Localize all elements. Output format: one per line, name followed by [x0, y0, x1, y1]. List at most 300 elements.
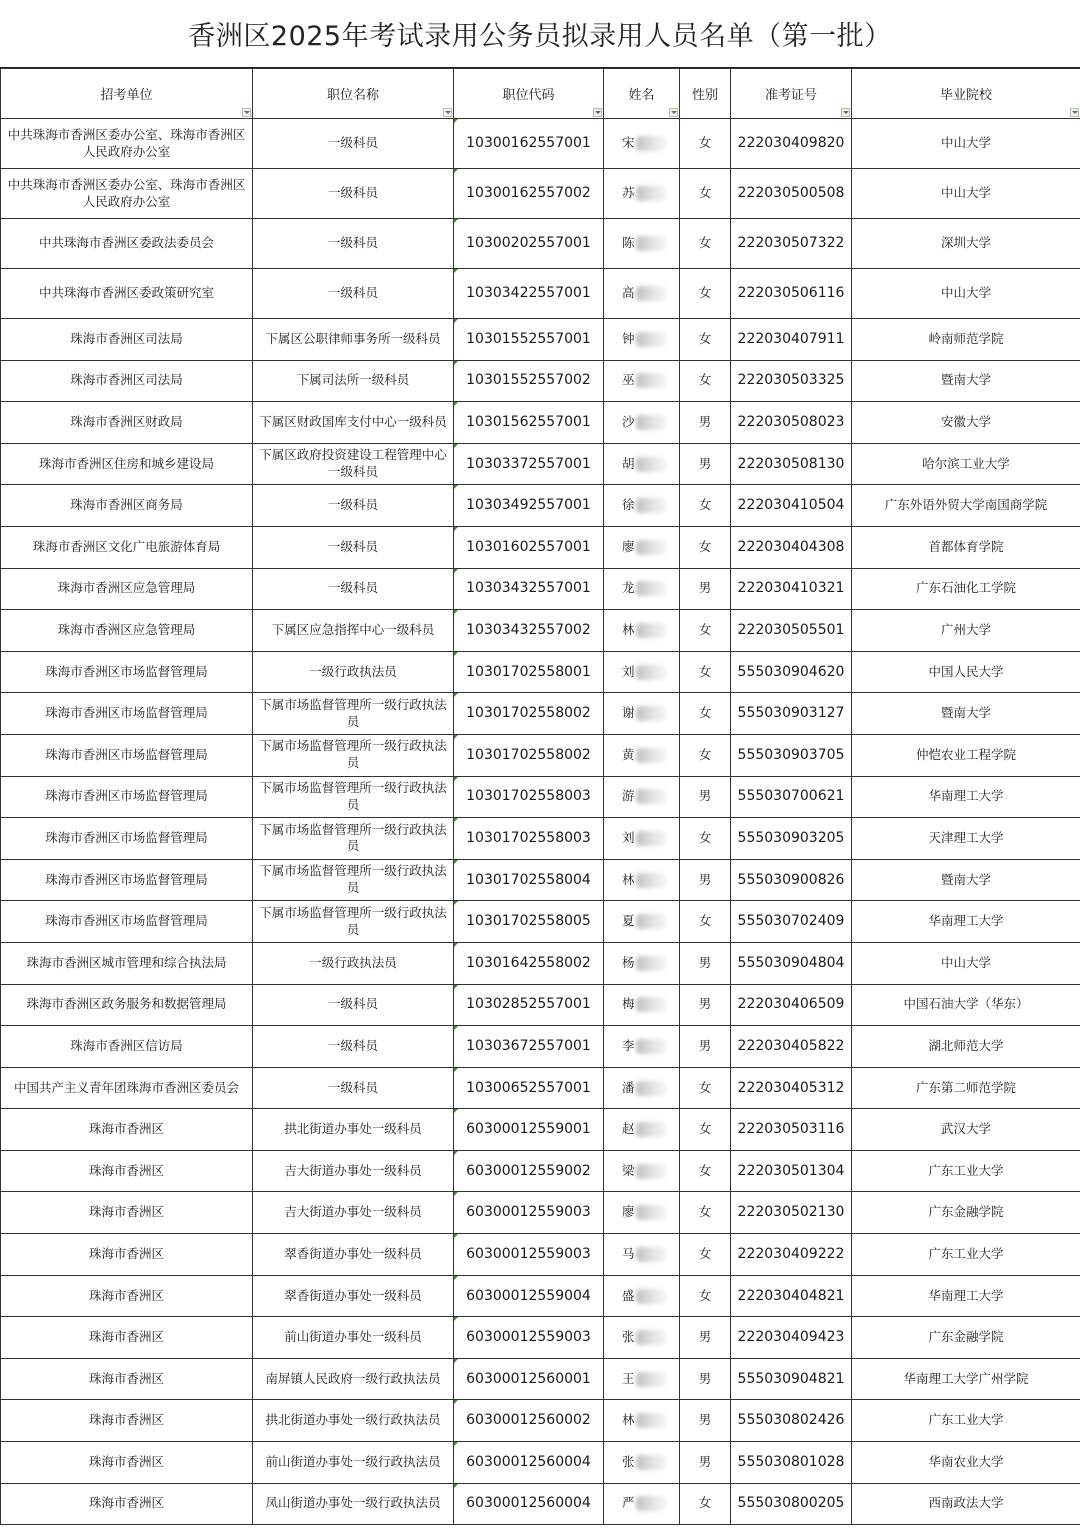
cell-gender[interactable]: 男	[680, 859, 731, 901]
cell-school[interactable]: 中山大学	[852, 119, 1080, 169]
table-row	[1, 1317, 1080, 1359]
cell-ticket[interactable]: 555030700621	[731, 776, 852, 818]
header-gender: 性别	[680, 69, 731, 119]
cell-ticket[interactable]: 222030502130	[731, 1192, 852, 1234]
redacted-name-blur	[636, 1496, 666, 1511]
cell-ticket[interactable]: 222030503116	[731, 1109, 852, 1151]
table-row	[1, 693, 1080, 735]
cell-ticket[interactable]: 555030904821	[731, 1358, 852, 1400]
cell-unit[interactable]: 珠海市香洲区市场监督管理局	[1, 776, 253, 818]
redacted-name-blur	[636, 1247, 666, 1262]
cell-school[interactable]: 广东外语外贸大学南国商学院	[852, 485, 1080, 527]
surname-text: 严	[622, 1495, 635, 1511]
cell-ticket[interactable]: 222030405312	[731, 1067, 852, 1109]
cell-gender[interactable]: 男	[680, 402, 731, 444]
cell-code[interactable]: 60300012559002	[454, 1150, 604, 1192]
cell-school[interactable]: 广东第二师范学院	[852, 1067, 1080, 1109]
cell-gender[interactable]: 女	[680, 269, 731, 319]
cell-gender[interactable]: 女	[680, 734, 731, 776]
cell-school[interactable]: 华南农业大学	[852, 1442, 1080, 1484]
cell-ticket[interactable]: 222030508023	[731, 402, 852, 444]
cell-gender[interactable]: 女	[680, 1192, 731, 1234]
cell-code[interactable]: 10301702558003	[454, 818, 604, 860]
cell-position[interactable]: 前山街道办事处一级科员	[253, 1317, 454, 1359]
surname-text: 苏	[622, 185, 635, 201]
cell-name[interactable]	[604, 693, 680, 735]
cell-name[interactable]	[604, 485, 680, 527]
cell-school[interactable]: 仲恺农业工程学院	[852, 734, 1080, 776]
cell-ticket[interactable]: 555030900826	[731, 859, 852, 901]
surname-text: 马	[622, 1245, 635, 1261]
cell-name[interactable]	[604, 651, 680, 693]
table-row	[1, 402, 1080, 444]
cell-ticket[interactable]: 555030903205	[731, 818, 852, 860]
cell-name[interactable]	[604, 1150, 680, 1192]
table-row	[1, 1234, 1080, 1276]
redacted-name-blur	[636, 831, 666, 846]
cell-unit[interactable]: 珠海市香洲区文化广电旅游体育局	[1, 526, 253, 568]
cell-code[interactable]: 10301702558002	[454, 693, 604, 735]
cell-unit[interactable]: 珠海市香洲区	[1, 1192, 253, 1234]
cell-unit[interactable]: 珠海市香洲区住房和城乡建设局	[1, 443, 253, 485]
cell-unit[interactable]: 珠海市香洲区市场监督管理局	[1, 734, 253, 776]
cell-ticket[interactable]: 222030500508	[731, 169, 852, 219]
table-row	[1, 443, 1080, 485]
cell-gender[interactable]: 女	[680, 1150, 731, 1192]
cell-ticket[interactable]: 222030508130	[731, 443, 852, 485]
cell-position[interactable]: 南屏镇人民政府一级行政执法员	[253, 1358, 454, 1400]
cell-ticket[interactable]: 555030904620	[731, 651, 852, 693]
cell-school[interactable]: 广州大学	[852, 610, 1080, 652]
cell-name[interactable]	[604, 901, 680, 943]
cell-ticket[interactable]: 222030507322	[731, 219, 852, 269]
cell-code[interactable]: 10303422557001	[454, 269, 604, 319]
cell-unit[interactable]: 珠海市香洲区市场监督管理局	[1, 651, 253, 693]
cell-gender[interactable]: 男	[680, 984, 731, 1026]
table-row	[1, 269, 1080, 319]
cell-unit[interactable]: 中共珠海市香洲区委政策研究室	[1, 269, 253, 319]
cell-school[interactable]: 暨南大学	[852, 859, 1080, 901]
redacted-name-blur	[636, 1164, 666, 1179]
cell-ticket[interactable]: 222030505501	[731, 610, 852, 652]
cell-unit[interactable]: 珠海市香洲区	[1, 1109, 253, 1151]
cell-gender[interactable]: 女	[680, 610, 731, 652]
cell-unit[interactable]: 珠海市香洲区应急管理局	[1, 610, 253, 652]
cell-gender[interactable]: 女	[680, 526, 731, 568]
cell-code[interactable]: 10301702558005	[454, 901, 604, 943]
cell-unit[interactable]: 珠海市香洲区司法局	[1, 319, 253, 361]
filter-dropdown-icon[interactable]	[1070, 108, 1079, 117]
surname-text: 胡	[622, 455, 635, 471]
cell-position[interactable]: 下属市场监督管理所一级行政执法员	[253, 901, 454, 943]
cell-name[interactable]	[604, 169, 680, 219]
cell-ticket[interactable]: 222030404821	[731, 1275, 852, 1317]
cell-ticket[interactable]: 222030409222	[731, 1234, 852, 1276]
redacted-name-blur	[636, 1455, 666, 1470]
cell-school[interactable]: 广东工业大学	[852, 1234, 1080, 1276]
cell-ticket[interactable]: 222030405822	[731, 1026, 852, 1068]
cell-unit[interactable]: 珠海市香洲区财政局	[1, 402, 253, 444]
cell-name[interactable]	[604, 568, 680, 610]
cell-school[interactable]: 华南理工大学广州学院	[852, 1358, 1080, 1400]
cell-code[interactable]: 10301702558003	[454, 776, 604, 818]
cell-name[interactable]	[604, 1067, 680, 1109]
surname-text: 林	[622, 1412, 635, 1428]
filter-dropdown-icon[interactable]	[242, 108, 251, 117]
cell-ticket[interactable]: 222030503325	[731, 360, 852, 402]
table-row	[1, 119, 1080, 169]
cell-school[interactable]: 中山大学	[852, 169, 1080, 219]
redacted-name-blur	[636, 186, 666, 201]
table-body	[1, 119, 1080, 1525]
surname-text: 林	[622, 622, 635, 638]
cell-code[interactable]: 10301702558001	[454, 651, 604, 693]
surname-text: 陈	[622, 235, 635, 251]
cell-ticket[interactable]: 222030506116	[731, 269, 852, 319]
cell-gender[interactable]: 女	[680, 485, 731, 527]
cell-school[interactable]: 中国人民大学	[852, 651, 1080, 693]
cell-school[interactable]: 深圳大学	[852, 219, 1080, 269]
cell-unit[interactable]: 珠海市香洲区	[1, 1275, 253, 1317]
surname-text: 夏	[622, 913, 635, 929]
cell-school[interactable]: 湖北师范大学	[852, 1026, 1080, 1068]
cell-unit[interactable]: 珠海市香洲区	[1, 1150, 253, 1192]
cell-gender[interactable]: 女	[680, 319, 731, 361]
cell-ticket[interactable]: 222030407911	[731, 319, 852, 361]
cell-school[interactable]: 广东金融学院	[852, 1192, 1080, 1234]
cell-position[interactable]: 下属区应急指挥中心一级科员	[253, 610, 454, 652]
cell-gender[interactable]: 女	[680, 901, 731, 943]
cell-ticket[interactable]: 222030409820	[731, 119, 852, 169]
table-row	[1, 169, 1080, 219]
filter-dropdown-icon[interactable]	[669, 108, 678, 117]
cell-position[interactable]: 拱北街道办事处一级行政执法员	[253, 1400, 454, 1442]
filter-dropdown-icon[interactable]	[443, 108, 452, 117]
cell-unit[interactable]: 珠海市香洲区应急管理局	[1, 568, 253, 610]
cell-school[interactable]: 中山大学	[852, 269, 1080, 319]
cell-unit[interactable]: 珠海市香洲区市场监督管理局	[1, 859, 253, 901]
cell-position[interactable]: 翠香街道办事处一级科员	[253, 1275, 454, 1317]
cell-name[interactable]	[604, 1483, 680, 1525]
cell-unit[interactable]: 珠海市香洲区市场监督管理局	[1, 693, 253, 735]
cell-ticket[interactable]: 555030800205	[731, 1483, 852, 1525]
cell-code[interactable]: 10302852557001	[454, 984, 604, 1026]
cell-gender[interactable]: 男	[680, 568, 731, 610]
table-row	[1, 610, 1080, 652]
cell-gender[interactable]: 女	[680, 1234, 731, 1276]
surname-text: 梁	[622, 1162, 635, 1178]
cell-unit[interactable]: 珠海市香洲区	[1, 1358, 253, 1400]
cell-unit[interactable]: 珠海市香洲区政务服务和数据管理局	[1, 984, 253, 1026]
cell-gender[interactable]: 女	[680, 1067, 731, 1109]
cell-name[interactable]	[604, 1400, 680, 1442]
cell-gender[interactable]: 女	[680, 1275, 731, 1317]
redacted-name-blur	[636, 373, 666, 388]
cell-code[interactable]: 60300012560001	[454, 1358, 604, 1400]
table-row	[1, 1109, 1080, 1151]
cell-gender[interactable]: 女	[680, 169, 731, 219]
cell-ticket[interactable]: 555030903127	[731, 693, 852, 735]
cell-position[interactable]: 前山街道办事处一级行政执法员	[253, 1442, 454, 1484]
cell-name[interactable]	[604, 1234, 680, 1276]
table-row	[1, 568, 1080, 610]
cell-position[interactable]: 一级科员	[253, 1026, 454, 1068]
cell-code[interactable]: 60300012560004	[454, 1442, 604, 1484]
header-position: 职位名称	[253, 69, 454, 119]
surname-text: 杨	[622, 954, 635, 970]
cell-school[interactable]: 哈尔滨工业大学	[852, 443, 1080, 485]
filter-dropdown-icon[interactable]	[841, 108, 850, 117]
redacted-name-blur	[636, 706, 666, 721]
cell-school[interactable]: 广东金融学院	[852, 1317, 1080, 1359]
cell-ticket[interactable]: 555030802426	[731, 1400, 852, 1442]
table-row	[1, 818, 1080, 860]
cell-gender[interactable]: 男	[680, 1317, 731, 1359]
cell-school[interactable]: 暨南大学	[852, 360, 1080, 402]
cell-code[interactable]: 10301642558002	[454, 942, 604, 984]
cell-name[interactable]	[604, 1026, 680, 1068]
table-row	[1, 776, 1080, 818]
cell-school[interactable]: 岭南师范学院	[852, 319, 1080, 361]
cell-code[interactable]: 10303432557002	[454, 610, 604, 652]
cell-name[interactable]	[604, 776, 680, 818]
cell-code[interactable]: 60300012559003	[454, 1192, 604, 1234]
redacted-name-blur	[636, 748, 666, 763]
cell-ticket[interactable]: 555030904804	[731, 942, 852, 984]
cell-position[interactable]: 一级科员	[253, 568, 454, 610]
cell-gender[interactable]: 男	[680, 1358, 731, 1400]
cell-ticket[interactable]: 555030903705	[731, 734, 852, 776]
cell-school[interactable]: 华南理工大学	[852, 776, 1080, 818]
cell-code[interactable]: 60300012559003	[454, 1234, 604, 1276]
cell-unit[interactable]: 珠海市香洲区	[1, 1234, 253, 1276]
cell-code[interactable]: 10301562557001	[454, 402, 604, 444]
cell-position[interactable]: 一级行政执法员	[253, 651, 454, 693]
cell-name[interactable]	[604, 734, 680, 776]
cell-code[interactable]: 10301602557001	[454, 526, 604, 568]
cell-gender[interactable]: 男	[680, 776, 731, 818]
cell-position[interactable]: 下属市场监督管理所一级行政执法员	[253, 734, 454, 776]
cell-position[interactable]: 一级科员	[253, 219, 454, 269]
cell-unit[interactable]: 珠海市香洲区	[1, 1317, 253, 1359]
cell-unit[interactable]: 珠海市香洲区城市管理和综合执法局	[1, 942, 253, 984]
cell-school[interactable]: 武汉大学	[852, 1109, 1080, 1151]
cell-name[interactable]	[604, 1192, 680, 1234]
cell-name[interactable]	[604, 942, 680, 984]
cell-code[interactable]: 60300012559004	[454, 1275, 604, 1317]
cell-position[interactable]: 下属区财政国库支付中心一级科员	[253, 402, 454, 444]
cell-gender[interactable]: 男	[680, 1442, 731, 1484]
cell-school[interactable]: 华南理工大学	[852, 901, 1080, 943]
cell-unit[interactable]: 珠海市香洲区市场监督管理局	[1, 901, 253, 943]
surname-text: 张	[622, 1453, 635, 1469]
header-name: 姓名	[604, 69, 680, 119]
surname-text: 张	[622, 1329, 635, 1345]
cell-code[interactable]: 10301552557001	[454, 319, 604, 361]
surname-text: 谢	[622, 705, 635, 721]
cell-position[interactable]: 凤山街道办事处一级行政执法员	[253, 1483, 454, 1525]
cell-gender[interactable]: 女	[680, 693, 731, 735]
header-row	[1, 69, 1080, 119]
cell-school[interactable]: 天津理工大学	[852, 818, 1080, 860]
cell-unit[interactable]: 珠海市香洲区司法局	[1, 360, 253, 402]
cell-ticket[interactable]: 555030702409	[731, 901, 852, 943]
redacted-name-blur	[636, 997, 666, 1012]
filter-dropdown-icon[interactable]	[593, 108, 602, 117]
surname-text: 巫	[622, 372, 635, 388]
cell-name[interactable]	[604, 269, 680, 319]
cell-position[interactable]: 一级科员	[253, 526, 454, 568]
table-row	[1, 219, 1080, 269]
redacted-name-blur	[636, 581, 666, 596]
cell-code[interactable]: 10303432557001	[454, 568, 604, 610]
cell-unit[interactable]: 珠海市香洲区商务局	[1, 485, 253, 527]
surname-text: 廖	[622, 538, 635, 554]
cell-position[interactable]: 一级科员	[253, 169, 454, 219]
redacted-name-blur	[636, 1122, 666, 1137]
cell-name[interactable]	[604, 610, 680, 652]
cell-gender[interactable]: 男	[680, 1026, 731, 1068]
cell-name[interactable]	[604, 1317, 680, 1359]
cell-school[interactable]: 中山大学	[852, 942, 1080, 984]
cell-unit[interactable]: 珠海市香洲区信访局	[1, 1026, 253, 1068]
cell-name[interactable]	[604, 402, 680, 444]
cell-ticket[interactable]: 222030410321	[731, 568, 852, 610]
cell-code[interactable]: 10303372557001	[454, 443, 604, 485]
surname-text: 廖	[622, 1204, 635, 1220]
cell-unit[interactable]: 中共珠海市香洲区委办公室、珠海市香洲区人民政府办公室	[1, 119, 253, 169]
cell-code[interactable]: 10301702558004	[454, 859, 604, 901]
cell-name[interactable]	[604, 219, 680, 269]
cell-gender[interactable]: 女	[680, 1483, 731, 1525]
cell-gender[interactable]: 女	[680, 818, 731, 860]
cell-position[interactable]: 一级科员	[253, 119, 454, 169]
cell-gender[interactable]: 女	[680, 119, 731, 169]
cell-school[interactable]: 中国石油大学（华东）	[852, 984, 1080, 1026]
cell-ticket[interactable]: 222030404308	[731, 526, 852, 568]
redacted-name-blur	[636, 286, 666, 301]
cell-name[interactable]	[604, 859, 680, 901]
cell-school[interactable]: 暨南大学	[852, 693, 1080, 735]
surname-text: 赵	[622, 1121, 635, 1137]
cell-position[interactable]: 吉大街道办事处一级科员	[253, 1150, 454, 1192]
cell-position[interactable]: 拱北街道办事处一级科员	[253, 1109, 454, 1151]
cell-gender[interactable]: 男	[680, 942, 731, 984]
cell-name[interactable]	[604, 360, 680, 402]
cell-name[interactable]	[604, 1442, 680, 1484]
cell-position[interactable]: 下属市场监督管理所一级行政执法员	[253, 818, 454, 860]
cell-position[interactable]: 下属市场监督管理所一级行政执法员	[253, 776, 454, 818]
cell-code[interactable]: 60300012559003	[454, 1317, 604, 1359]
cell-position[interactable]: 一级科员	[253, 269, 454, 319]
cell-ticket[interactable]: 222030406509	[731, 984, 852, 1026]
cell-name[interactable]	[604, 119, 680, 169]
cell-code[interactable]: 10300652557001	[454, 1067, 604, 1109]
cell-code[interactable]: 10301702558002	[454, 734, 604, 776]
cell-unit[interactable]: 珠海市香洲区	[1, 1400, 253, 1442]
cell-unit[interactable]: 珠海市香洲区市场监督管理局	[1, 818, 253, 860]
redacted-name-blur	[636, 236, 666, 251]
cell-code[interactable]: 10300162557002	[454, 169, 604, 219]
cell-position[interactable]: 一级科员	[253, 984, 454, 1026]
cell-gender[interactable]: 男	[680, 443, 731, 485]
table-row	[1, 1192, 1080, 1234]
cell-code[interactable]: 10300162557001	[454, 119, 604, 169]
cell-position[interactable]: 下属区政府投资建设工程管理中心一级科员	[253, 443, 454, 485]
cell-name[interactable]	[604, 526, 680, 568]
cell-name[interactable]	[604, 818, 680, 860]
cell-school[interactable]: 安徽大学	[852, 402, 1080, 444]
cell-gender[interactable]: 男	[680, 1400, 731, 1442]
cell-position[interactable]: 下属司法所一级科员	[253, 360, 454, 402]
cell-gender[interactable]: 女	[680, 651, 731, 693]
cell-school[interactable]: 西南政法大学	[852, 1483, 1080, 1525]
cell-position[interactable]: 下属市场监督管理所一级行政执法员	[253, 859, 454, 901]
table-row	[1, 901, 1080, 943]
cell-gender[interactable]: 女	[680, 219, 731, 269]
cell-code[interactable]: 10303672557001	[454, 1026, 604, 1068]
cell-unit[interactable]: 中国共产主义青年团珠海市香洲区委员会	[1, 1067, 253, 1109]
surname-text: 高	[622, 285, 635, 301]
cell-name[interactable]	[604, 319, 680, 361]
cell-name[interactable]	[604, 984, 680, 1026]
cell-position[interactable]: 吉大街道办事处一级科员	[253, 1192, 454, 1234]
redacted-name-blur	[636, 1081, 666, 1096]
cell-ticket[interactable]: 222030410504	[731, 485, 852, 527]
cell-ticket[interactable]: 222030409423	[731, 1317, 852, 1359]
cell-position[interactable]: 一级科员	[253, 485, 454, 527]
cell-name[interactable]	[604, 1275, 680, 1317]
cell-school[interactable]: 华南理工大学	[852, 1275, 1080, 1317]
cell-code[interactable]: 60300012560004	[454, 1483, 604, 1525]
cell-unit[interactable]: 珠海市香洲区	[1, 1442, 253, 1484]
cell-unit[interactable]: 中共珠海市香洲区委办公室、珠海市香洲区人民政府办公室	[1, 169, 253, 219]
cell-school[interactable]: 广东石油化工学院	[852, 568, 1080, 610]
cell-position[interactable]: 下属市场监督管理所一级行政执法员	[253, 693, 454, 735]
cell-code[interactable]: 60300012559001	[454, 1109, 604, 1151]
cell-name[interactable]	[604, 443, 680, 485]
cell-gender[interactable]: 女	[680, 360, 731, 402]
cell-code[interactable]: 10303492557001	[454, 485, 604, 527]
cell-school[interactable]: 首都体育学院	[852, 526, 1080, 568]
cell-code[interactable]: 10301552557002	[454, 360, 604, 402]
cell-position[interactable]: 翠香街道办事处一级科员	[253, 1234, 454, 1276]
surname-text: 王	[622, 1370, 635, 1386]
header-code: 职位代码	[454, 69, 604, 119]
cell-unit[interactable]: 中共珠海市香洲区委政法委员会	[1, 219, 253, 269]
cell-gender[interactable]: 女	[680, 1109, 731, 1151]
cell-school[interactable]: 广东工业大学	[852, 1150, 1080, 1192]
cell-name[interactable]	[604, 1109, 680, 1151]
header-ticket: 准考证号	[731, 69, 852, 119]
cell-ticket[interactable]: 555030801028	[731, 1442, 852, 1484]
redacted-name-blur	[636, 1413, 666, 1428]
cell-name[interactable]	[604, 1358, 680, 1400]
cell-unit[interactable]: 珠海市香洲区	[1, 1483, 253, 1525]
redacted-name-blur	[636, 1205, 666, 1220]
cell-position[interactable]: 一级科员	[253, 1067, 454, 1109]
cell-ticket[interactable]: 222030501304	[731, 1150, 852, 1192]
cell-position[interactable]: 一级行政执法员	[253, 942, 454, 984]
cell-code[interactable]: 10300202557001	[454, 219, 604, 269]
table-row	[1, 1442, 1080, 1484]
cell-school[interactable]: 广东工业大学	[852, 1400, 1080, 1442]
table-row	[1, 1150, 1080, 1192]
cell-code[interactable]: 60300012560002	[454, 1400, 604, 1442]
cell-position[interactable]: 下属区公职律师事务所一级科员	[253, 319, 454, 361]
surname-text: 黄	[622, 746, 635, 762]
table-row	[1, 734, 1080, 776]
